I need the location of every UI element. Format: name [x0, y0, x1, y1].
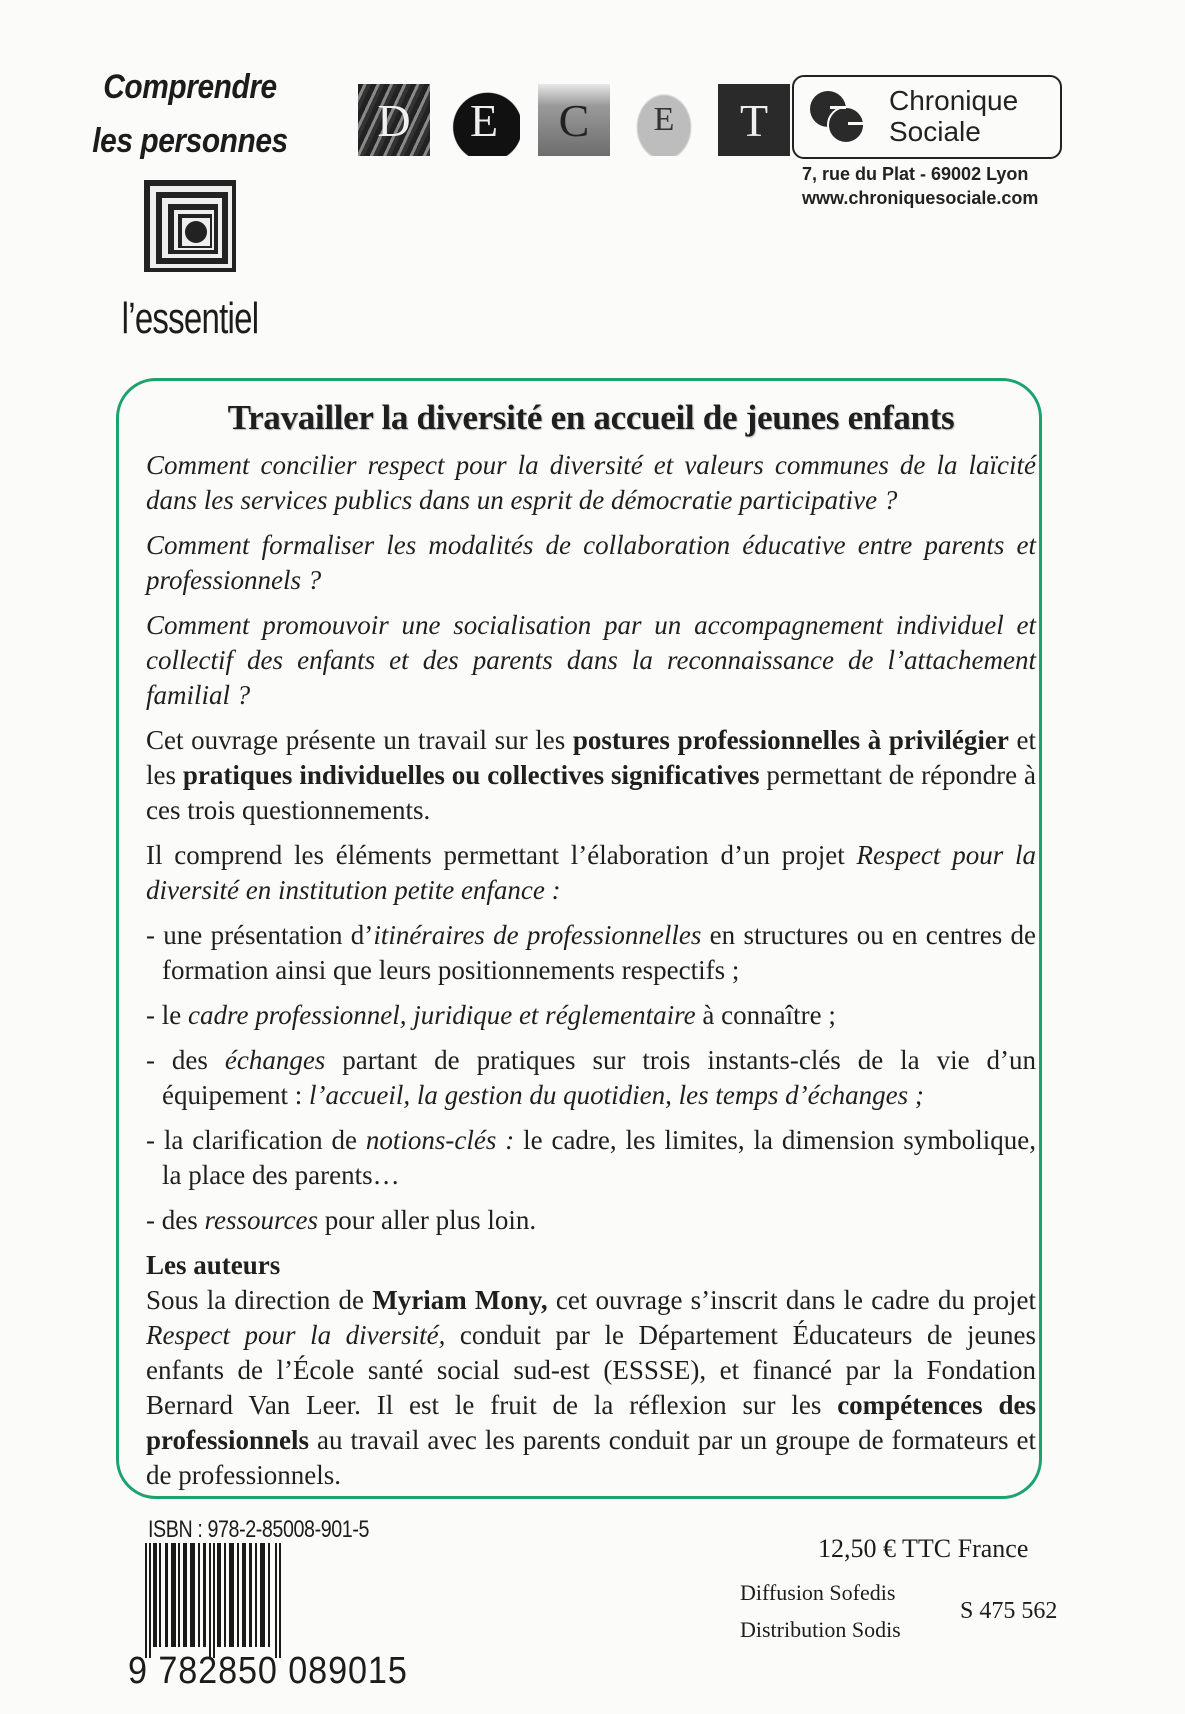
list-item-italic-2: l’accueil, la gestion du quotidien, les temps d’échanges ;: [308, 1080, 924, 1110]
distribution: Distribution Sodis: [740, 1617, 901, 1642]
publisher-contact: [802, 162, 1038, 210]
publisher-name-line2: Sociale: [889, 116, 981, 147]
decet-letter-e: E: [448, 84, 520, 156]
list-item-italic: ressources: [204, 1205, 318, 1235]
authors-text-1: Sous la direction de: [146, 1285, 373, 1315]
list-item-pre: - la clarification de: [146, 1125, 366, 1155]
intro-text-3: permettant de répondre à ces trois questionnements.: [146, 760, 1036, 825]
list-item: [146, 1203, 1036, 1238]
authors-text-4: au travail avec les parents conduit par un groupe de formateurs et de professionnels.: [146, 1425, 1036, 1490]
list-item: [146, 1043, 1036, 1113]
publisher-name: [889, 85, 1018, 147]
question-3: Comment promouvoir une socialisation par un accompagnement individuel et collectif des enfants et des parents dans la reconnaissance de l’attachement familial ?: [146, 610, 1036, 710]
publisher-name-line1: Chronique: [889, 85, 1019, 116]
includes-italic: Respect pour la diversité en institution petite enfance :: [146, 840, 1036, 905]
list-item-post: en structures ou en centres de formation ainsi que leurs positionnements respectifs ;: [162, 920, 1037, 985]
list-item-pre: - le: [146, 1000, 188, 1030]
collection-title-line2: les personnes: [92, 122, 288, 160]
includes-text: Il comprend les éléments permettant l’élaboration d’un projet: [146, 840, 857, 870]
book-title: Travailler la diversité en accueil de jeunes enfants: [227, 398, 955, 437]
barcode-icon: [145, 1543, 285, 1658]
list-item-post: à connaître ;: [695, 1000, 836, 1030]
concentric-squares-logo-icon: [144, 180, 236, 272]
list-item-italic: échanges: [224, 1045, 326, 1075]
list-item-post: pour aller plus loin.: [317, 1205, 537, 1235]
intro-text-1: Cet ouvrage présente un travail sur les: [146, 725, 573, 755]
list-item-pre: - une présentation d’: [146, 920, 374, 950]
list-item-pre: - des: [146, 1045, 225, 1075]
publisher-address: 7, rue du Plat - 69002 Lyon: [802, 164, 1029, 184]
list-item-pre: - des: [146, 1205, 205, 1235]
list-item-post: le cadre, les limites, la dimension symbolique, la place des parents…: [162, 1125, 1036, 1190]
collection-title-line1: Comprendre: [103, 68, 277, 106]
list-item-italic: cadre professionnel, juridique et réglementaire: [187, 1000, 696, 1030]
intro-bold-2: pratiques individuelles ou collectives significatives: [182, 760, 760, 790]
diffusion: Diffusion Sofedis: [740, 1580, 896, 1605]
decet-letter-t: T: [718, 84, 790, 156]
product-code: S 475 562: [960, 1598, 1058, 1624]
question-1: Comment concilier respect pour la diversité et valeurs communes de la laïcité dans les services publics dans un esprit de démocratie participative ?: [146, 450, 1036, 515]
barcode-digits: 9 782850 089015: [128, 1650, 408, 1692]
decet-letter-d: D: [358, 84, 430, 156]
authors-italic: Respect pour la diversité,: [146, 1320, 446, 1350]
decet-letter-e-hand: E: [628, 84, 700, 156]
list-item: [146, 1123, 1036, 1193]
authors-paragraph: [146, 1283, 1036, 1493]
list-item: [146, 918, 1036, 988]
authors-bold-2: compétences des professionnels: [146, 1390, 1036, 1455]
intro-text-2: et les: [146, 725, 1036, 790]
authors-text-3: conduit par le Département Éducateurs de jeunes enfants de l’École santé social sud-est (ESSSE), et financé par la Fondation Bernard Van Leer. Il est le fruit de la réflexion sur les: [146, 1320, 1036, 1420]
isbn: ISBN : 978-2-85008-901-5: [148, 1516, 370, 1543]
authors-bold-1: Myriam Mony,: [372, 1285, 548, 1315]
authors-text-2: cet ouvrage s’inscrit dans le cadre du projet: [547, 1285, 1036, 1315]
intro-bold-1: postures professionnelles à privilégier: [572, 725, 1009, 755]
collection-block: [70, 60, 310, 344]
includes-paragraph: [146, 838, 1036, 908]
decet-letter-c: C: [538, 84, 610, 156]
question-2: Comment formaliser les modalités de collaboration éducative entre parents et professionnels ?: [146, 530, 1036, 595]
series-name: l’essentiel: [121, 294, 259, 343]
list-item: [146, 998, 1036, 1033]
list-item-post: partant de pratiques sur trois instants-clés de la vie d’un équipement :: [162, 1045, 1036, 1110]
double-circle-cs-logo-icon: [806, 89, 876, 145]
authors-heading: Les auteurs: [146, 1250, 281, 1280]
publisher-logo-box: [792, 75, 1062, 159]
intro-paragraph: [146, 723, 1036, 828]
price: 12,50 € TTC France: [818, 1534, 1029, 1563]
decet-logo: [358, 84, 790, 156]
publisher-website[interactable]: www.chroniquesociale.com: [802, 188, 1039, 208]
list-item-italic: notions-clés :: [365, 1125, 515, 1155]
summary-content: [146, 396, 1036, 1503]
list-item-italic: itinéraires de professionnelles: [373, 920, 702, 950]
